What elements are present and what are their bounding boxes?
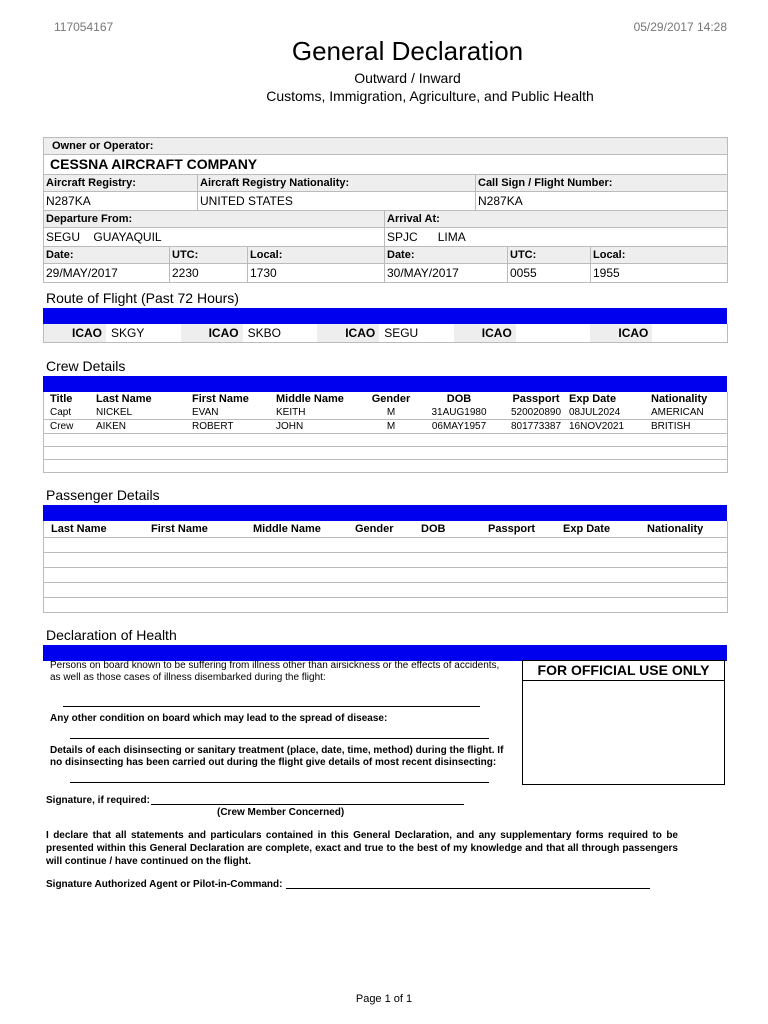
crew-cell: KEITH: [276, 407, 306, 418]
page-title: General Declaration: [291, 36, 524, 66]
flight-info-grid: [43, 137, 728, 283]
health-question-disinsecting: Details of each disinsecting or sanitary treatment (place, date, time, method) during the flight. If no disinsecting has been carried out during the flight give details of most recent disinsecting:: [50, 745, 504, 768]
crew-cell: JOHN: [276, 421, 304, 432]
arr-date-label: Date:: [384, 247, 507, 263]
arrival-value: [384, 228, 727, 246]
crew-col-exp-date: Exp Date: [569, 393, 617, 405]
registry-value: N287KA: [46, 194, 91, 208]
callsign-value: N287KA: [475, 192, 727, 210]
crew-cell: AMERICAN: [651, 407, 704, 418]
official-use-label: FOR OFFICIAL USE ONLY: [523, 661, 724, 681]
signature-line[interactable]: [151, 804, 464, 805]
crew-col-middle-name: Middle Name: [276, 393, 344, 405]
route-stop: [317, 324, 454, 342]
arr-utc-label: UTC:: [507, 247, 590, 263]
agent-signature-label: Signature Authorized Agent or Pilot-in-Command:: [46, 879, 283, 890]
table-row-empty: [44, 553, 727, 568]
table-row-empty: [44, 598, 727, 613]
pax-col-middle-name: Middle Name: [253, 523, 321, 535]
owner-value: CESSNA AIRCRAFT COMPANY: [50, 156, 258, 172]
crew-cell: M: [386, 407, 396, 418]
health-question-disease: Any other condition on board which may lead to the spread of disease:: [50, 713, 388, 724]
icao-value: [652, 324, 727, 342]
icao-value: SKGY: [111, 326, 145, 340]
document-id: 117054167: [54, 20, 114, 34]
page-number: Page 1 of 1: [355, 993, 413, 1005]
arrival-city: LIMA: [437, 230, 466, 244]
dep-date-value: 29/MAY/2017: [46, 266, 118, 280]
arr-date-value: 30/MAY/2017: [384, 264, 507, 282]
document-timestamp: 05/29/2017 14:28: [633, 20, 727, 34]
table-row: [44, 406, 727, 420]
dep-utc-value: 2230: [169, 264, 247, 282]
signature-caption: (Crew Member Concerned): [217, 807, 345, 818]
crew-cell: M: [386, 421, 396, 432]
crew-col-gender: Gender: [371, 393, 411, 405]
route-stop: [44, 324, 181, 342]
health-answer-line-2[interactable]: [70, 738, 489, 739]
crew-cell: 06MAY1957: [431, 421, 487, 432]
passenger-section-title: Passenger Details: [46, 487, 160, 503]
nationality-value: UNITED STATES: [197, 192, 475, 210]
health-answer-line-1[interactable]: [63, 706, 480, 707]
crew-col-nationality: Nationality: [651, 393, 708, 405]
arrival-code: SPJC: [387, 230, 418, 244]
route-section-bar: [43, 308, 727, 324]
health-section-title: Declaration of Health: [46, 627, 177, 643]
arrival-label: Arrival At:: [384, 211, 727, 227]
crew-section-bar: [43, 376, 727, 392]
crew-col-first-name: First Name: [192, 393, 249, 405]
crew-cell: 16NOV2021: [569, 421, 625, 432]
page-subtitle: Outward / Inward: [354, 70, 461, 86]
icao-value: SEGU: [384, 326, 419, 340]
crew-section-title: Crew Details: [46, 358, 126, 374]
route-stop: [454, 324, 591, 342]
table-row-empty: [44, 568, 727, 583]
crew-table: [43, 392, 728, 473]
table-row-empty: [44, 460, 727, 473]
arr-utc-value: 0055: [507, 264, 590, 282]
passenger-section-bar: [43, 505, 727, 521]
icao-value: SKBO: [247, 326, 281, 340]
agent-signature-line[interactable]: [286, 888, 650, 889]
icao-label: ICAO: [590, 324, 652, 342]
health-questions: [43, 660, 519, 684]
pax-col-exp-date: Exp Date: [563, 523, 611, 535]
crew-cell: EVAN: [192, 407, 219, 418]
crew-col-passport: Passport: [512, 393, 560, 405]
dep-local-label: Local:: [247, 247, 384, 263]
route-of-flight-row: [43, 324, 728, 343]
signature-label: Signature, if required:: [46, 795, 150, 806]
icao-label: ICAO: [317, 324, 379, 342]
health-question-illness: Persons on board known to be suffering from illness other than airsickness or the effects of accidents, as well as those cases of illness disembarked during the flight:: [50, 660, 500, 683]
nationality-label: Aircraft Registry Nationality:: [197, 175, 475, 191]
crew-col-title: Title: [50, 393, 73, 405]
table-row: [44, 420, 727, 434]
departure-label: Departure From:: [44, 211, 384, 227]
pax-col-gender: Gender: [355, 523, 394, 535]
official-use-box: [522, 660, 725, 785]
crew-cell: AIKEN: [96, 421, 127, 432]
crew-col-last-name: Last Name: [96, 393, 152, 405]
route-stop: [590, 324, 727, 342]
crew-cell: NICKEL: [96, 407, 133, 418]
route-section-title: Route of Flight (Past 72 Hours): [46, 290, 239, 306]
registry-label: Aircraft Registry:: [44, 175, 197, 191]
dep-utc-label: UTC:: [169, 247, 247, 263]
pax-col-dob: DOB: [421, 523, 446, 535]
owner-label: Owner or Operator:: [44, 138, 727, 154]
departure-value: [44, 228, 384, 246]
crew-header-row: [44, 392, 727, 406]
crew-cell: Crew: [50, 421, 74, 432]
arr-local-value: 1955: [590, 264, 727, 282]
icao-label: ICAO: [454, 324, 516, 342]
crew-cell: 31AUG1980: [431, 407, 487, 418]
crew-cell: ROBERT: [192, 421, 234, 432]
table-row-empty: [44, 447, 727, 460]
pax-col-passport: Passport: [488, 523, 536, 535]
pax-col-nationality: Nationality: [647, 523, 704, 535]
departure-city: GUAYAQUIL: [93, 230, 162, 244]
icao-label: ICAO: [44, 324, 106, 342]
crew-cell: 520020890: [510, 407, 562, 418]
declaration-statement: I declare that all statements and particulars contained in this General Declaration, and any supplementary forms required to be presented within this General Declaration are complete, exact and true to the best of my knowledge and that all through passengers will continue / have continued on the flight.: [46, 830, 678, 867]
arr-local-label: Local:: [590, 247, 727, 263]
crew-cell: 801773387: [510, 421, 562, 432]
table-row-empty: [44, 583, 727, 598]
icao-value: [516, 324, 591, 342]
passenger-table: [43, 521, 728, 613]
health-section-bar: [43, 645, 727, 661]
route-stop: [181, 324, 318, 342]
callsign-label: Call Sign / Flight Number:: [475, 175, 727, 191]
passenger-header-row: [44, 521, 727, 538]
page-subtitle-2: Customs, Immigration, Agriculture, and Public Health: [266, 88, 594, 104]
crew-col-dob: DOB: [446, 393, 472, 405]
icao-label: ICAO: [181, 324, 243, 342]
table-row-empty: [44, 538, 727, 553]
health-answer-line-3[interactable]: [70, 782, 489, 783]
pax-col-last-name: Last Name: [51, 523, 107, 535]
departure-code: SEGU: [46, 230, 81, 244]
dep-date-label: Date:: [44, 247, 169, 263]
crew-cell: Capt: [50, 407, 72, 418]
table-row-empty: [44, 434, 727, 447]
dep-local-value: 1730: [247, 264, 384, 282]
crew-cell: 08JUL2024: [569, 407, 621, 418]
pax-col-first-name: First Name: [151, 523, 208, 535]
crew-cell: BRITISH: [651, 421, 691, 432]
